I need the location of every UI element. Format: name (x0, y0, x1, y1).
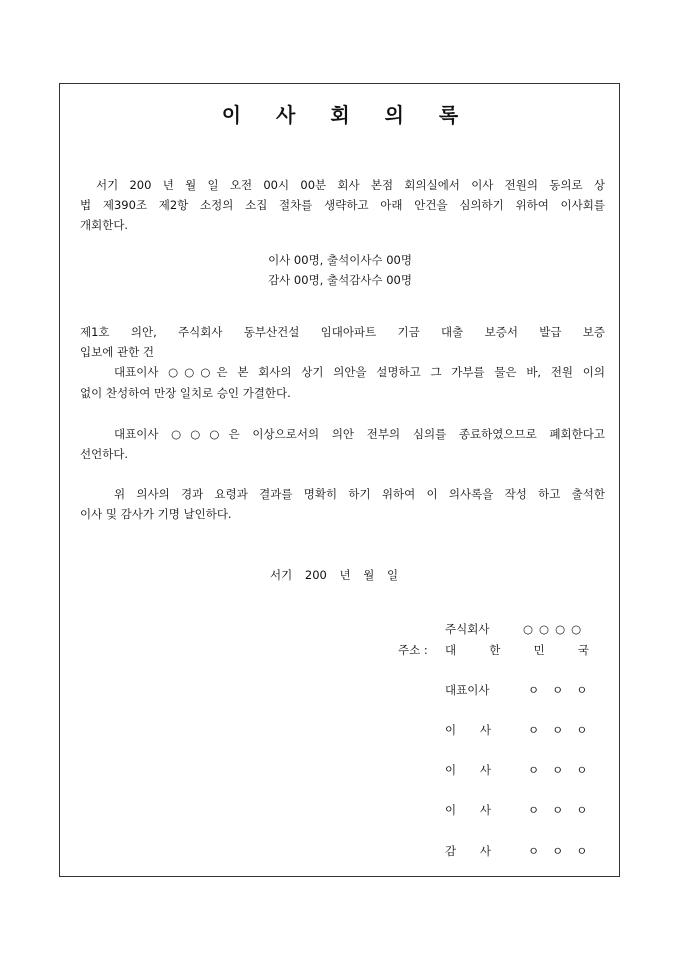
signature-name-director-1: ㅇㅇㅇ (528, 723, 601, 737)
certification-line-1: 위 의사의 경과 요령과 결과를 명확히 하기 위하여 이 의사록을 작성 하고 출석한 (114, 487, 605, 501)
agenda-line-1: 제1호 의안, 주식회사 동부산건설 임대아파트 기금 대출 보증서 발급 보증 (80, 325, 605, 339)
address-label: 주소 : (398, 643, 428, 657)
certification-line-2: 이사 및 감사가 기명 날인하다. (80, 507, 232, 521)
company-label: 주식회사 (445, 622, 490, 636)
agenda-line-2: 입보에 관한 건 (80, 345, 154, 359)
signature-role-representative: 대표이사 (445, 683, 490, 697)
resolution-line-2: 없이 찬성하여 만장 일치로 승인 가결한다. (80, 386, 291, 400)
signature-role-director-2: 이 사 (445, 763, 491, 777)
company-name: ○○○○ (523, 622, 588, 636)
address-value: 대 한 민 국 (445, 643, 589, 657)
opening-line-2: 법 제390조 제2항 소정의 소집 절차를 생략하고 아래 안건을 심의하기 위하여 이사회를 (80, 198, 605, 212)
signature-name-auditor: ㅇㅇㅇ (528, 844, 601, 858)
attendance-auditors: 감사 00명, 출석감사수 00명 (268, 273, 412, 287)
document-date: 서기 200 년 월 일 (270, 568, 399, 582)
closing-line-2: 선언하다. (80, 447, 129, 461)
signature-name-representative: ㅇㅇㅇ (528, 683, 601, 697)
signature-role-director-1: 이 사 (445, 723, 491, 737)
signature-role-director-3: 이 사 (445, 803, 491, 817)
opening-line-1: 서기 200 년 월 일 오전 00시 00분 회사 본점 회의실에서 이사 전원의 동의로 상 (96, 178, 605, 192)
closing-line-1: 대표이사 ○○○은 이상으로서의 의안 전부의 심의를 종료하였으므로 폐회한다고 (114, 427, 605, 441)
attendance-directors: 이사 00명, 출석이사수 00명 (268, 253, 412, 267)
signature-name-director-3: ㅇㅇㅇ (528, 803, 601, 817)
signature-name-director-2: ㅇㅇㅇ (528, 763, 601, 777)
resolution-line-1: 대표이사 ○○○은 본 회사의 상기 의안을 설명하고 그 가부를 물은 바, 전원 이의 (114, 365, 605, 379)
document-title: 이 사 회 의 록 (221, 103, 473, 127)
opening-line-3: 개회한다. (80, 218, 129, 232)
signature-role-auditor: 감 사 (445, 844, 491, 858)
